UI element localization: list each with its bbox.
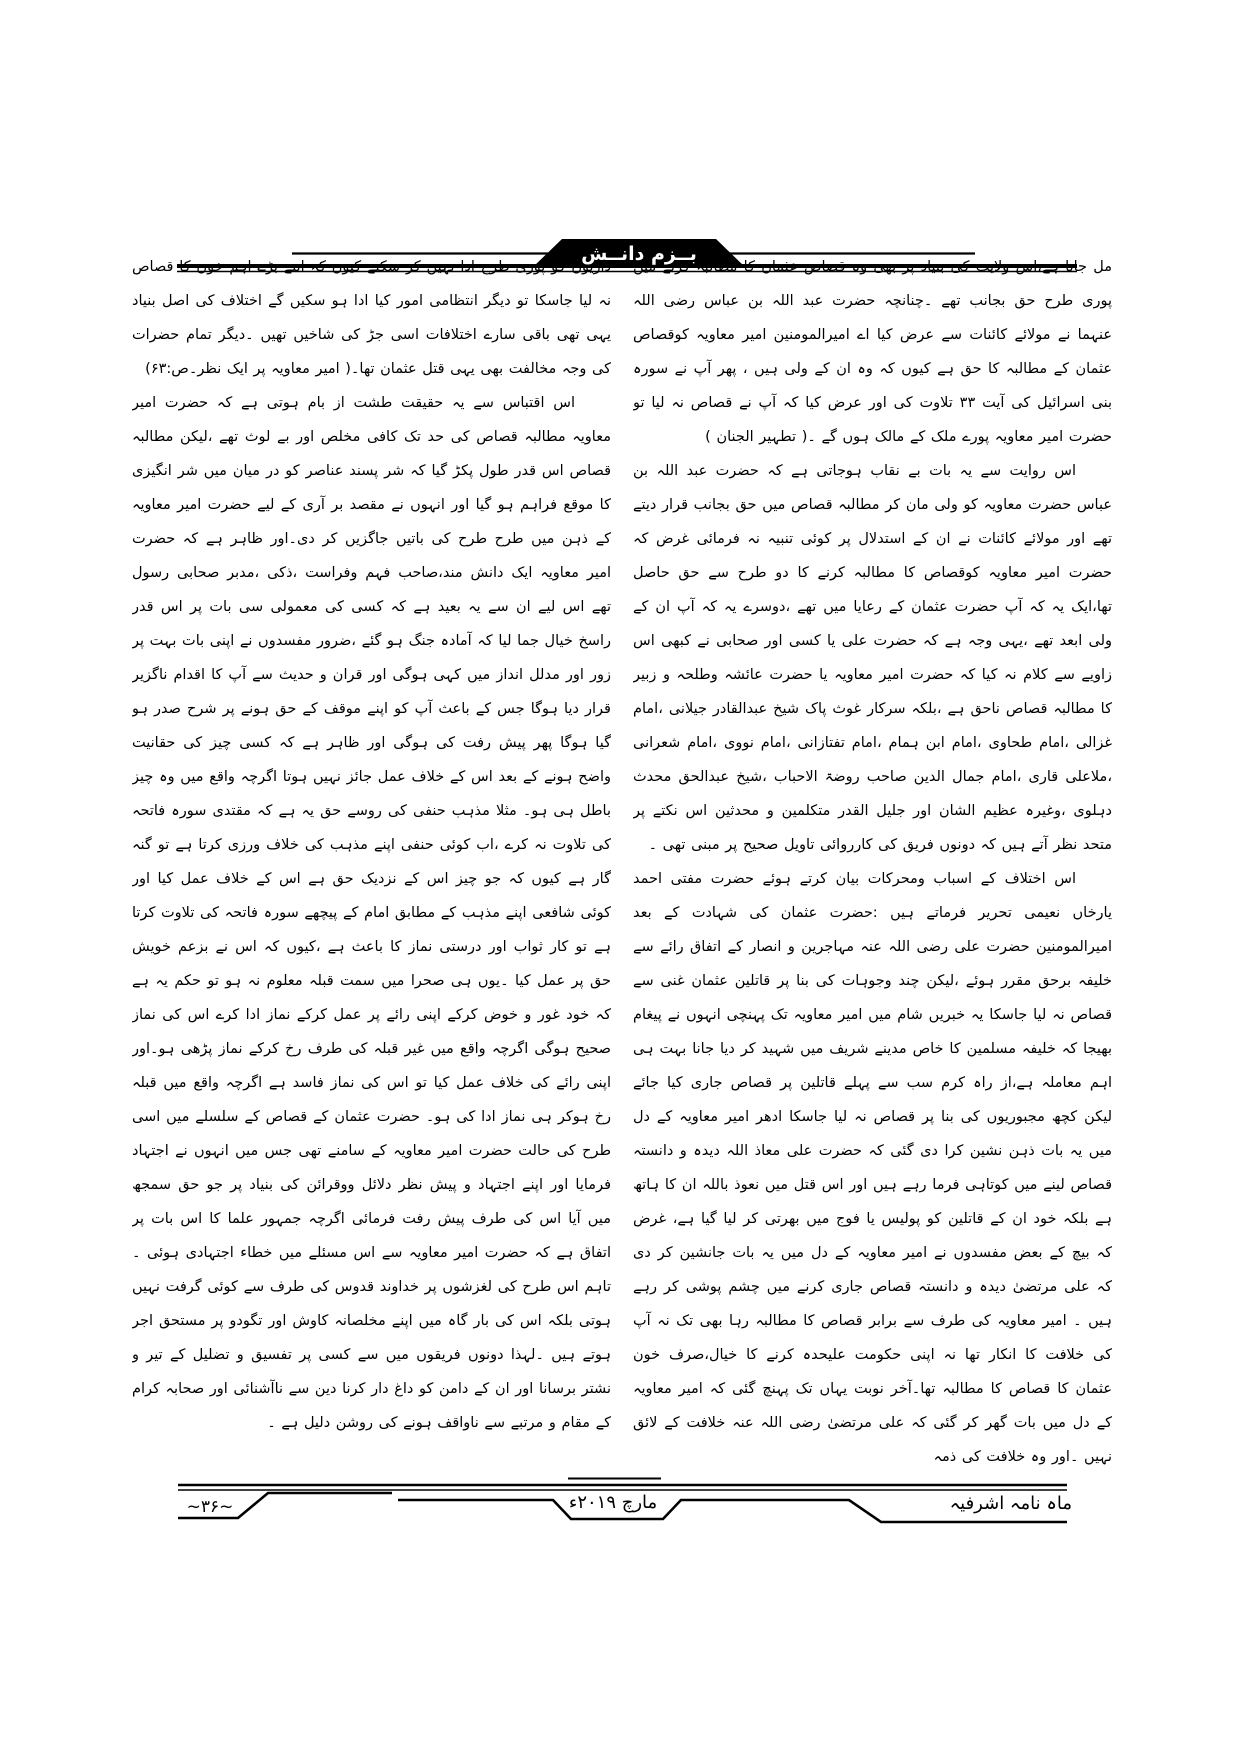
footer-ribbon-rules — [0, 1460, 1240, 1600]
paragraph: مل جاتا ہے،اس ولایت کی بنیاد پر بھی وہ قصاص عثمان کا مطالبہ کرنے میں پوری طرح حق بجانب تھے ۔چنانچہ حضرت عبد اللہ بن عباس رضی اللہ عنہما نے مولائے کائنات سے عرض کیا اے امیرالمومنین امیر معاویہ کوقصاص عثمان کے مطالبہ کا حق ہے کیوں کہ وہ ان کے ولی ہیں ، پھر آپ نے سورہ بنی اسرائیل کی آیت ۳۳ تلاوت کی اور عرض کیا کہ آپ نے قصاص نہ لیا تو حضرت امیر معاویہ پورے ملک کے مالک ہوں گے ۔( تطہیر الجنان ) — [633, 259, 1112, 445]
page-title: بــزم دانــش — [581, 243, 697, 265]
right-column — [633, 250, 1112, 1480]
paragraph: اس روایت سے یہ بات بے نقاب ہوجاتی ہے کہ حضرت عبد اللہ بن عباس حضرت معاویہ کو ولی مان کر مطالبہ قصاص میں حق بجانب قرار دیتے تھے اور مولائے کائنات نے ان کے استدلال پر کوئی تنبیہ نہ فرمائی غرض کہ حضرت امیر معاویہ کوقصاص کا مطالبہ کرنے کا دو طرح سے حق حاصل تھا،ایک یہ کہ آپ حضرت عثمان کے رعایا میں تھے ،دوسرے یہ کہ آپ ان کے ولی ابعد تھے ،یہی وجہ ہے کہ حضرت علی یا کسی اور صحابی نے کبھی اس زاویے سے کلام نہ کیا کہ حضرت امیر معاویہ یا حضرت عائشہ وطلحہ و زبیر کا مطالبہ قصاص ناحق ہے ،بلکہ سرکار غوث پاک شیخ عبدالقادر جیلانی ،امام غزالی ،امام طحاوی ،امام ابن ہمام ،امام تفتازانی ،امام نووی ،امام شعرانی ،ملاعلی قاری ،امام جمال الدین صاحب روضۃ الاحباب ،شیخ عبدالحق محدث دہلوی ،وغیرہ عظیم الشان اور جلیل القدر متکلمین و محدثین اس نکتے پر متحد نظر آتے ہیں کہ دونوں فریق کی کارروائی تاویل صحیح پر مبنی تھی ۔ — [633, 463, 1112, 853]
paragraph: اس اختلاف کے اسباب ومحرکات بیان کرتے ہوئے حضرت مفتی احمد یارخاں نعیمی تحریر فرماتے ہیں :حضرت عثمان کی شہادت کے بعد امیرالمومنین حضرت علی رضی اللہ عنہ مہاجرین و انصار کے اتفاق رائے سے خلیفہ برحق مقرر ہوئے ،لیکن چند وجوہات کی بنا پر قاتلین عثمان غنی سے قصاص نہ لیا جاسکا یہ خبریں شام میں امیر معاویہ تک پہنچی انہوں نے پیغام بھیجا کہ خلیفہ مسلمین کا خاص مدینے شریف میں شہید کر دیا جانا بہت ہی اہم معاملہ ہے،از راہ کرم سب سے پہلے قاتلین پر قصاص جاری کیا جائے لیکن کچھ مجبوریوں کی بنا پر قصاص نہ لیا جاسکا ادھر امیر معاویہ کے دل میں یہ بات ذہن نشین کرا دی گئی کہ حضرت علی معاذ اللہ دیدہ و دانستہ قصاص لینے میں کوتاہی فرما رہے ہیں اور اس قتل میں نعوذ باللہ ان کا ہاتھ ہے بلکہ خود ان کے قاتلین کو پولیس یا فوج میں بھرتی کر لیا گیا ہے، غرض کہ بیچ کے بعض مفسدوں نے امیر معاویہ کے دل میں یہ بات جانشین کر دی کہ علی مرتضیٰ دیدہ و دانستہ قصاص جاری کرنے میں چشم پوشی کر رہے ہیں ۔ امیر معاویہ کی طرف سے برابر قصاص کا مطالبہ رہا بھی تک نہ آپ کی خلافت کا انکار تھا نہ اپنی حکومت علیحدہ کرنے کا خیال،صرف خون عثمان کا قصاص کا مطالبہ تھا۔آخر نوبت یہاں تک پہنچ گئی کہ امیر معاویہ کے دل میں بات گھر کر گئی کہ علی مرتضیٰ رضی اللہ عنہ خلافت کے لائق نہیں ۔اور وہ خلافت کی ذمہ — [633, 871, 1112, 1465]
footer-magazine-name: ماہ نامہ اشرفیہ — [949, 1493, 1072, 1514]
footer-page-number: ~۳۶~ — [186, 1497, 234, 1517]
paragraph: اس اقتباس سے یہ حقیقت طشت از بام ہوتی ہے کہ حضرت امیر معاویہ مطالبہ قصاص کی حد تک کافی مخلص اور بے لوث تھے ،لیکن مطالبہ قصاص اس قدر طول پکڑ گیا کہ شر پسند عناصر کو در میان میں شر انگیزی کا موقع فراہم ہو گیا اور انہوں نے مقصد بر آری کے لیے حضرت امیر معاویہ کے ذہن میں طرح طرح کی باتیں جاگزیں کر دی۔اور ظاہر ہے کہ حضرت امیر معاویہ ایک دانش مند،صاحب فہم وفراست ،ذکی ،مدبر صحابی رسول تھے اس لیے ان سے یہ بعید ہے کہ کسی کی معمولی سی بات پر اس قدر راسخ خیال جما لیا کہ آمادہ جنگ ہو گئے ،ضرور مفسدوں نے اپنی بات بہت پر زور اور مدلل انداز میں کہی ہوگی اور قران و حدیث سے آپ کا اقدام ناگزیر قرار دیا ہوگا جس کے باعث آپ کو اپنے موقف کے حق ہونے پر شرح صدر ہو گیا ہوگا پھر پیش رفت کی ہوگی اور ظاہر ہے کہ کسی چیز کی حقانیت واضح ہونے کے بعد اس کے خلاف عمل جائز نہیں ہوتا اگرچہ واقع میں وہ چیز باطل ہی ہو۔ مثلا مذہب حنفی کی روسے حق یہ ہے کہ مقتدی سورہ فاتحہ کی تلاوت نہ کرے ،اب کوئی حنفی اپنے مذہب کی خلاف ورزی کرتا ہے تو گنہ گار ہے کیوں کہ جو چیز اس کے نزدیک حق ہے اس کے خلاف عمل کیا اور کوئی شافعی اپنے مذہب کے مطابق امام کے پیچھے سورہ فاتحہ کی تلاوت کرتا ہے تو کار ثواب اور درستی نماز کا باعث ہے ،کیوں کہ اس نے بزعم خویش حق پر عمل کیا ۔یوں ہی صحرا میں سمت قبلہ معلوم نہ ہو تو حکم یہ ہے کہ خود غور و خوض کرکے اپنی رائے پر عمل کرکے نماز ادا کرے اس کی نماز صحیح ہوگی اگرچہ واقع میں غیر قبلہ کی طرف رخ کرکے نماز پڑھی ہو۔اور اپنی رائے کی خلاف عمل کیا تو اس کی نماز فاسد ہے اگرچہ واقع میں قبلہ رخ ہوکر ہی نماز ادا کی ہو۔ حضرت عثمان کے قصاص کے سلسلے میں اسی طرح کی حالت حضرت امیر معاویہ کے سامنے تھی جس میں انہوں نے اجتہاد فرمایا اور اپنے اجتہاد و پیش نظر دلائل ووقرائن کی بنیاد پر جو حق سمجھ میں آیا اس کی طرف پیش رفت فرمائی اگرچہ جمہور علما کا اس بات پر اتفاق ہے کہ حضرت امیر معاویہ سے اس مسئلے میں خطاء اجتہادی ہوئی ۔ تاہم اس طرح کی لغزشوں پر خداوند قدوس کی طرف سے کوئی گرفت نہیں ہوتی بلکہ اس کی بار گاہ میں اپنے مخلصانہ کاوش اور تگودو پر مستحق اجر ہوتے ہیں ۔لہذا دونوں فریقوں میں سے کسی پر تفسیق و تضلیل کے تیر و نشتر برسانا اور ان کے دامن کو داغ دار کرنا دین سے ناآشنائی اور صحابہ کرام کے مقام و مرتبے سے ناواقف ہونے کی روشن دلیل ہے ۔ — [132, 395, 611, 1431]
footer-date: مارچ ۲۰۱۹ء — [568, 1492, 658, 1513]
text-columns — [131, 250, 1112, 1480]
paragraph: داریوں کو پوری طرح ادا نہیں کر سکتے کیوں کہ اتنے بڑے اہم خون کا قصاص نہ لیا جاسکا تو دیگر انتظامی امور کیا ادا ہو سکیں گے اختلاف کی اصل بنیاد یہی تھی باقی سارے اختلافات اسی جڑ کی شاخیں تھیں ۔دیگر تمام حضرات کی وجہ مخالفت بھی یہی قتل عثمان تھا۔( امیر معاویہ پر ایک نظر۔ص:۶۳) — [132, 259, 611, 377]
left-column — [132, 250, 611, 1480]
